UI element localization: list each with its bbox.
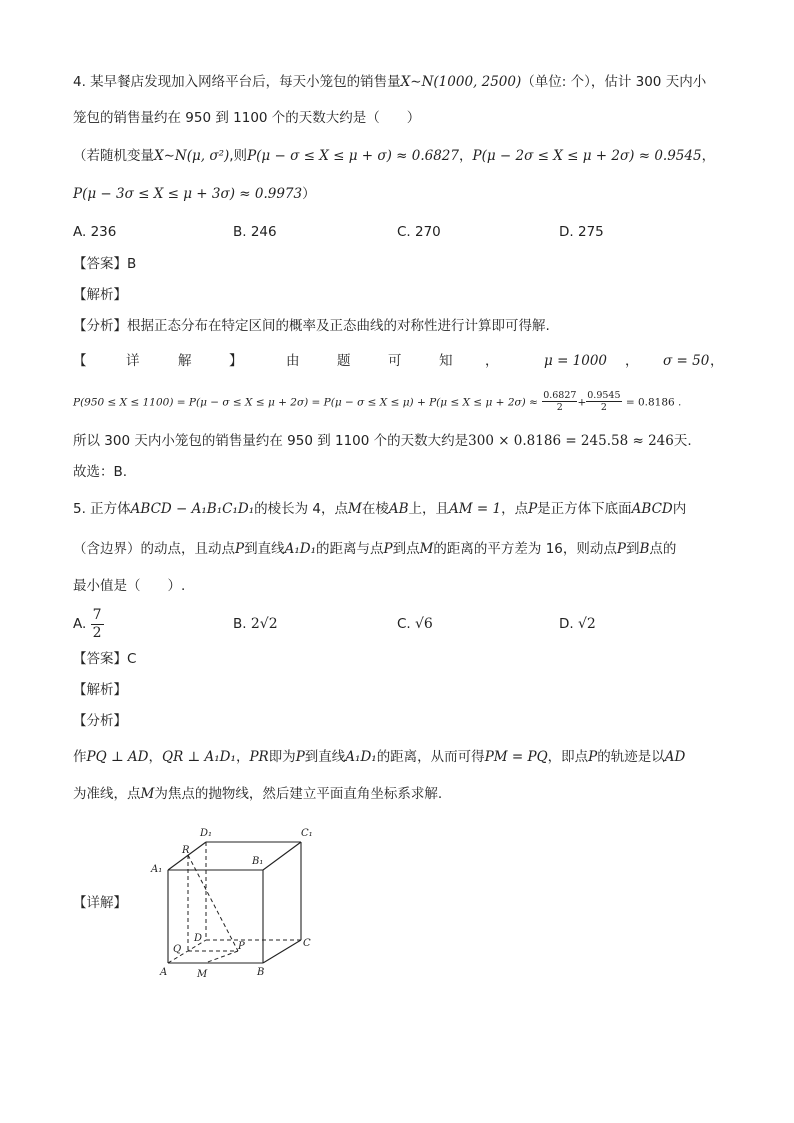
q4-analysis-label: 【解析】: [73, 287, 127, 303]
q4-answer: 【答案】B: [73, 256, 137, 272]
cube-figure: [148, 822, 328, 984]
q5-fenxi-label: 【分析】: [73, 713, 127, 729]
q5-option-d: D. √2: [559, 616, 596, 632]
q5-answer: 【答案】C: [73, 651, 137, 667]
q5-option-a: A. $\frac{7}{2}$: [73, 606, 102, 641]
q5-analysis-label: 【解析】: [73, 682, 127, 698]
q5-line-1: 5. 正方体ABCD − A₁B₁C₁D₁的棱长为 4，点M在棱AB上，且AM = 1，点P是正方体下底面ABCD内: [73, 501, 687, 517]
segment-p-m: [205, 951, 238, 963]
q5-option-b: B. 2√2: [233, 616, 278, 632]
q4-line-2: 笼包的销售量约在 950 到 1100 个的天数大约是（ ）: [73, 110, 421, 126]
q4-calc: P(950 ≤ X ≤ 1100) = P(μ − σ ≤ X ≤ μ + 2σ) = P(μ − σ ≤ X ≤ μ) + P(μ ≤ X ≤ μ + 2σ) ≈ $\frac{0.6827}{2}$ + $\frac{0.9545}{2}$ = 0.8186 .: [73, 390, 682, 413]
label-m: M: [197, 969, 208, 980]
label-b: B: [257, 967, 265, 978]
q4-fenxi: 【分析】根据正态分布在特定区间的概率及正态曲线的对称性进行计算即可得解.: [73, 318, 550, 334]
label-p: P: [238, 941, 245, 952]
edge-c-b: [263, 940, 301, 963]
q4-line-4: P(μ − 3σ ≤ X ≤ μ + 3σ) ≈ 0.9973）: [73, 186, 316, 202]
label-d1: D₁: [200, 828, 213, 839]
label-c: C: [303, 938, 311, 949]
q5-detail-label: 【详解】: [73, 895, 127, 911]
edge-c1-b1: [263, 842, 301, 870]
label-a: A: [160, 967, 168, 978]
label-c1: C₁: [301, 828, 313, 839]
q4-option-c: C. 270: [397, 224, 441, 240]
label-r: R: [182, 845, 190, 856]
q4-option-d: D. 275: [559, 224, 604, 240]
label-a1: A₁: [151, 864, 163, 875]
q4-choose: 故选：B.: [73, 464, 128, 480]
q5-option-c: C. √6: [397, 616, 433, 632]
q4-distribution: X∼N(1000, 2500): [400, 74, 522, 90]
label-d: D: [194, 933, 203, 944]
q4-frac-1: $\frac{0.6827}{2}$: [543, 390, 577, 413]
label-b1: B₁: [252, 856, 264, 867]
label-q: Q: [173, 944, 182, 955]
q4-conclusion: 所以 300 天内小笼包的销售量约在 950 到 1100 个的天数大约是300 × 0.8186 = 245.58 ≈ 246天.: [73, 433, 692, 449]
q4-line-1: 4. 某早餐店发现加入网络平台后，每天小笼包的销售量X∼N(1000, 2500)（单位: 个），估计 300 天内小: [73, 74, 707, 90]
q4-option-b: B. 246: [233, 224, 277, 240]
q5-fenxi-line-1: 作PQ ⊥ AD，QR ⊥ A₁D₁，PR即为P到直线A₁D₁的距离，从而可得PM = PQ，即点P的轨迹是以AD: [73, 749, 686, 765]
q5-fenxi-line-2: 为准线，点M为焦点的抛物线，然后建立平面直角坐标系求解.: [73, 786, 443, 802]
q5-line-2: （含边界）的动点，且动点P到直线A₁D₁的距离与点P到点M的距离的平方差为 16，则动点P到B点的: [73, 541, 677, 557]
q4-line-3: （若随机变量X∼N(μ, σ²),则P(μ − σ ≤ X ≤ μ + σ) ≈ 0.6827，P(μ − 2σ ≤ X ≤ μ + 2σ) ≈ 0.9545，: [73, 148, 716, 164]
q4-option-a: A. 236: [73, 224, 117, 240]
q5-line-3: 最小值是（ ）.: [73, 578, 186, 594]
q4-frac-2: $\frac{0.9545}{2}$: [587, 390, 621, 413]
